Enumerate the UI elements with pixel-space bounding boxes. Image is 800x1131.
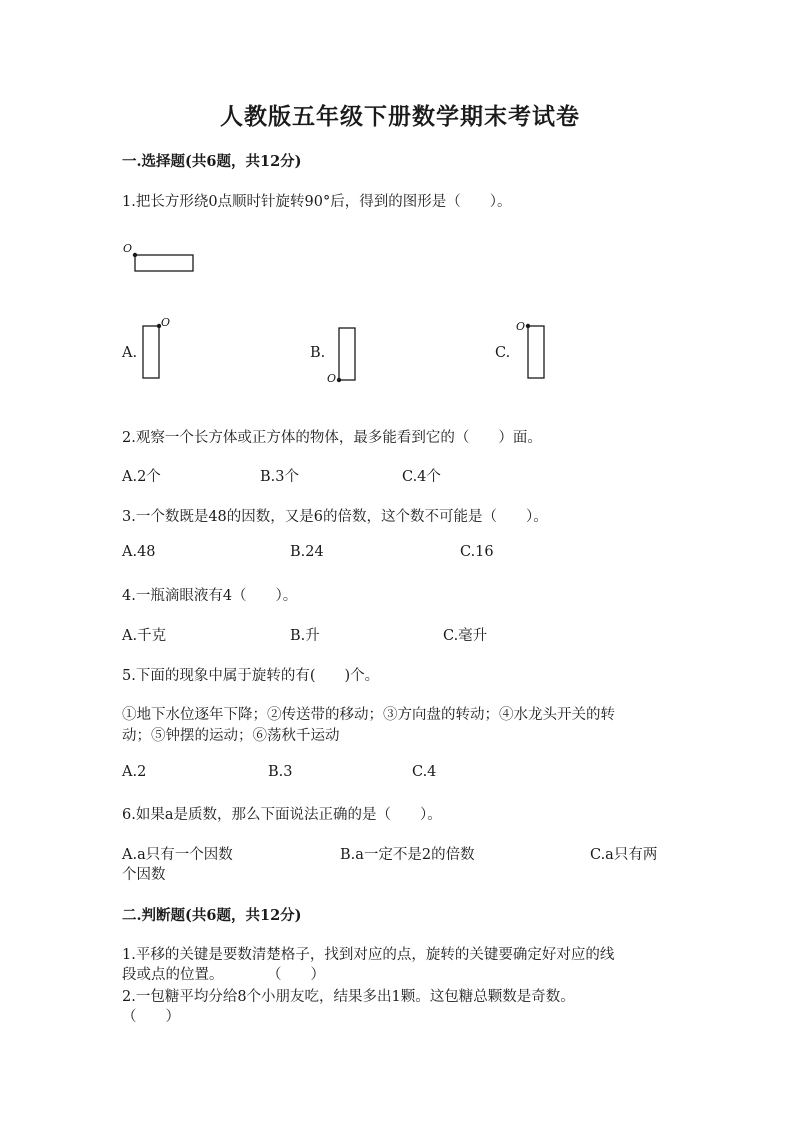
- q2-option-a[interactable]: A.2个: [122, 469, 161, 485]
- q5-option-c[interactable]: C.4: [412, 764, 437, 780]
- page-title: 人教版五年级下册数学期末考试卷: [220, 103, 580, 130]
- q5-option-a[interactable]: A.2: [122, 764, 147, 780]
- point-label: O: [123, 242, 133, 255]
- q1-option-a-figure: [138, 316, 178, 386]
- svg-text:O: O: [161, 316, 171, 329]
- q2-option-b[interactable]: B.3个: [260, 469, 299, 485]
- section-heading-judgement: 二.判断题(共6题，共12分): [122, 907, 302, 924]
- question-2-text: 2.观察一个长方体或正方体的物体，最多能看到它的（ ）面。: [122, 430, 542, 446]
- svg-text:O: O: [516, 320, 526, 333]
- question-6-text: 6.如果a是质数，那么下面说法正确的是（ ）。: [122, 807, 442, 823]
- judgement-2-line-2: （ ）: [122, 1009, 180, 1025]
- q6-option-a[interactable]: A.a只有一个因数: [122, 847, 233, 863]
- q6-option-b[interactable]: B.a一定不是2的倍数: [340, 847, 475, 863]
- q4-option-c[interactable]: C.毫升: [443, 628, 488, 644]
- q1-option-b[interactable]: B.: [310, 345, 326, 361]
- q6-option-c-wrap: 个因数: [122, 867, 166, 883]
- judgement-2-line-1: 2.一包糖平均分给8个小朋友吃，结果多出1颗。这包糖总颗数是奇数。: [122, 989, 575, 1005]
- svg-text:O: O: [327, 372, 337, 385]
- question-1-text: 1.把长方形绕0点顺时针旋转90°后，得到的图形是（ ）。: [122, 194, 512, 210]
- original-rectangle-figure: [120, 238, 200, 278]
- question-5-text: 5.下面的现象中属于旋转的有( )个。: [122, 668, 380, 684]
- q1-option-c[interactable]: C.: [495, 345, 511, 361]
- q3-option-b[interactable]: B.24: [290, 544, 324, 560]
- q3-option-a[interactable]: A.48: [122, 544, 156, 560]
- question-5-detail-line-1: ①地下水位逐年下降；②传送带的移动；③方向盘的转动；④水龙头开关的转: [122, 707, 615, 723]
- question-3-text: 3.一个数既是48的因数，又是6的倍数，这个数不可能是（ ）。: [122, 509, 548, 525]
- section-heading-choice: 一.选择题(共6题，共12分): [122, 153, 302, 170]
- q5-option-b[interactable]: B.3: [268, 764, 293, 780]
- q2-option-c[interactable]: C.4个: [402, 469, 441, 485]
- q1-option-b-figure: [323, 320, 363, 390]
- judgement-1-line-2: 段或点的位置。 （ ）: [122, 967, 325, 983]
- q1-option-a[interactable]: A.: [122, 345, 138, 361]
- q4-option-b[interactable]: B.升: [290, 628, 320, 644]
- q1-option-c-figure: [514, 316, 554, 386]
- judgement-1-line-1: 1.平移的关键是要数清楚格子，找到对应的点，旋转的关键要确定好对应的线: [122, 947, 615, 963]
- question-5-detail-line-2: 动；⑤钟摆的运动；⑥荡秋千运动: [122, 728, 340, 744]
- rectangle-shape: [135, 255, 193, 271]
- question-4-text: 4.一瓶滴眼液有4（ ）。: [122, 588, 298, 604]
- q4-option-a[interactable]: A.千克: [122, 628, 167, 644]
- q6-option-c[interactable]: C.a只有两: [590, 847, 658, 863]
- q3-option-c[interactable]: C.16: [460, 544, 494, 560]
